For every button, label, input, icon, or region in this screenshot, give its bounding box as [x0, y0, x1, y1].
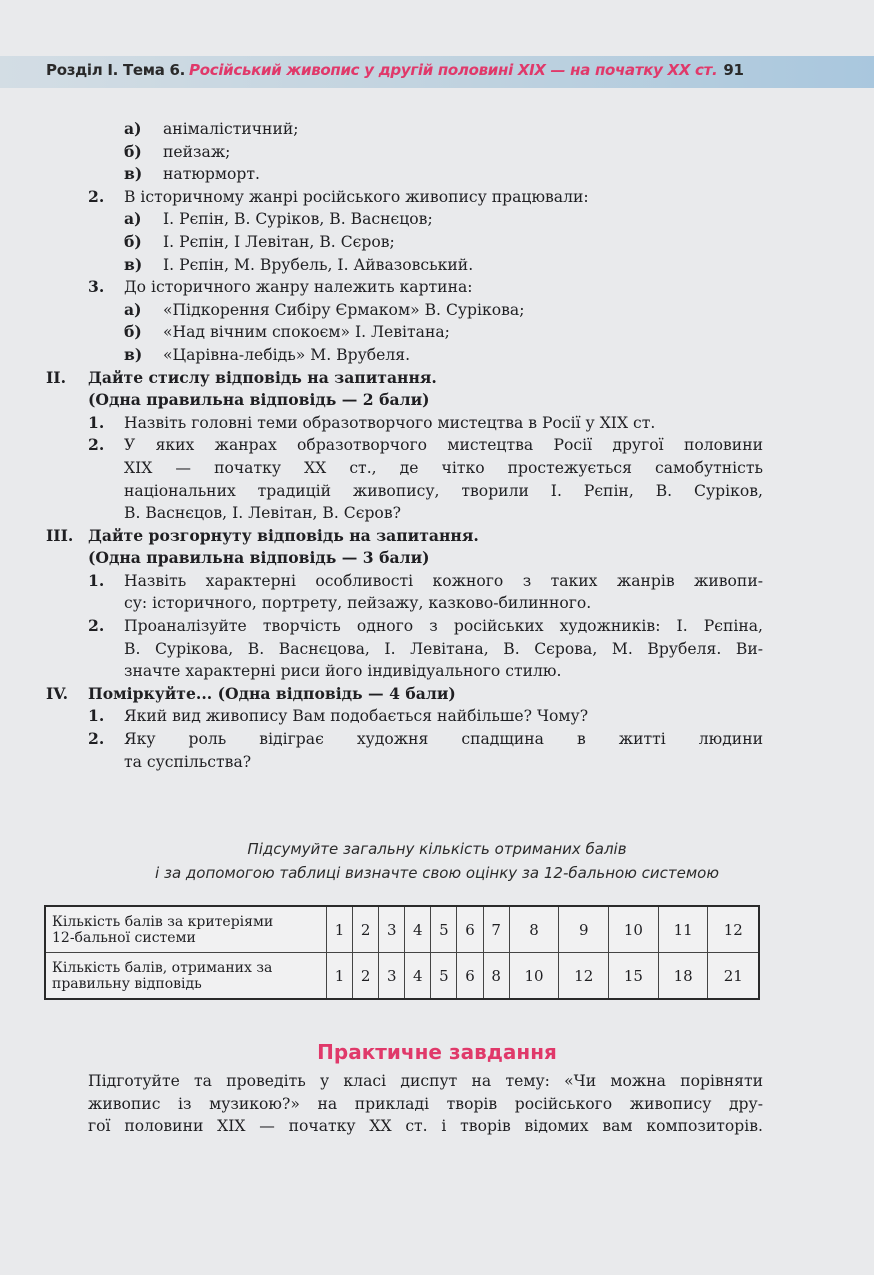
list-item [0, 254, 874, 277]
points-text: (Одна правильна відповідь — 2 бали) [88, 390, 430, 410]
question-item [0, 412, 874, 435]
list-item [0, 208, 874, 231]
question-number: 1. [88, 570, 105, 590]
option-marker: а) [124, 299, 142, 319]
question-number: 2. [88, 186, 105, 206]
question-text: Назвіть характерні особливості кожного з таких жанрів живопи- [124, 571, 763, 590]
question-text: Який вид живопису Вам подобається найбільше? Чому? [124, 707, 589, 726]
question-text: Назвіть головні теми образотворчого мистецтва в Росії у ХІХ ст. [124, 413, 656, 432]
row-header: Кількість балів за критеріями 12-бальної системи [45, 906, 327, 953]
practice-title: Практичне завдання [317, 1040, 557, 1064]
question-text: В історичному жанрі російського живопису працювали: [124, 187, 589, 206]
question-text: су: історичного, портрету, пейзажу, казково-билинного. [124, 594, 592, 613]
table-cell: 8 [509, 906, 559, 953]
questions-content [0, 118, 874, 773]
points-text: (Одна правильна відповідь — 3 бали) [88, 548, 430, 568]
question-number: 2. [88, 729, 105, 749]
option-text: «Над вічним спокоєм» І. Левітана; [163, 323, 450, 342]
table-cell: 6 [457, 906, 483, 953]
page-number: 91 [723, 61, 744, 79]
section-title: Поміркуйте... (Одна відповідь — 4 бали) [88, 683, 456, 703]
question-continuation [0, 592, 874, 615]
section-heading [0, 367, 874, 390]
section-number: ІІ. [46, 367, 67, 387]
table-cell: 9 [559, 906, 609, 953]
option-marker: а) [124, 209, 142, 229]
table-cell: 4 [405, 953, 431, 1000]
table-cell: 4 [405, 906, 431, 953]
table-cell: 10 [509, 953, 559, 1000]
question-text: В. Сурікова, В. Васнєцова, І. Левітана, В. Сєрова, М. Врубеля. Ви- [124, 639, 763, 658]
section-heading [0, 683, 874, 706]
table-cell: 8 [483, 953, 509, 1000]
question-item [0, 570, 874, 593]
list-item [0, 163, 874, 186]
question-text: Проаналізуйте творчість одного з російських художників: І. Рєпіна, [124, 617, 763, 636]
option-text: пейзаж; [163, 142, 231, 161]
table-cell: 21 [708, 953, 759, 1000]
practice-text [0, 1070, 874, 1138]
list-item [0, 118, 874, 141]
table-cell: 11 [658, 906, 708, 953]
table-cell: 3 [379, 906, 405, 953]
practice-text-line: гої половини ХІХ — початку ХХ ст. і творів відомих вам композиторів. [88, 1117, 763, 1136]
question-text: національних традицій живопису, творили І. Рєпін, В. Суріков, [124, 481, 763, 500]
table-cell: 12 [559, 953, 609, 1000]
option-marker: б) [124, 141, 142, 161]
question-continuation [0, 502, 874, 525]
table-row [45, 906, 759, 953]
question-item [0, 186, 874, 209]
question-text: В. Васнєцов, І. Левітан, В. Сєров? [124, 504, 401, 523]
header-text [46, 61, 744, 79]
question-text: У яких жанрах образотворчого мистецтва Росії другої половини [124, 436, 763, 455]
question-text: ХІХ — початку ХХ ст., де чітко простежується самобутність [124, 458, 763, 477]
table-cell: 18 [658, 953, 708, 1000]
summary-line-2: і за допомогою таблиці визначте свою оцінку за 12-бальною системою [155, 864, 719, 882]
question-item [0, 434, 874, 457]
section-number: IV. [46, 683, 69, 703]
section-points [0, 547, 874, 570]
question-continuation [0, 480, 874, 503]
section-title: Дайте стислу відповідь на запитання. [88, 367, 437, 387]
table-cell: 15 [609, 953, 659, 1000]
practice-line [0, 1093, 874, 1116]
option-text: І. Рєпін, М. Врубель, І. Айвазовський. [163, 255, 474, 274]
table-cell: 7 [483, 906, 509, 953]
list-item [0, 344, 874, 367]
option-marker: б) [124, 231, 142, 251]
option-text: анімалістичний; [163, 120, 299, 138]
header-section: Розділ І. Тема 6. [46, 61, 186, 79]
practice-text-line: Підготуйте та проведіть у класі диспут на тему: «Чи можна порівняти [88, 1072, 763, 1090]
table-cell: 10 [609, 906, 659, 953]
option-marker: в) [124, 164, 143, 184]
option-text: І. Рєпін, І Левітан, В. Сєров; [163, 232, 395, 251]
header-title: Російський живопис у другій половині ХІХ — на початку ХХ ст. [189, 61, 718, 79]
practice-text-line: живопис із музикою?» на прикладі творів російського живопису дру- [88, 1094, 763, 1113]
list-item [0, 141, 874, 164]
option-text: І. Рєпін, В. Суріков, В. Васнєцов; [163, 210, 433, 229]
section-title: Дайте розгорнуту відповідь на запитання. [88, 525, 479, 545]
question-number: 2. [88, 616, 105, 636]
table-cell: 2 [353, 953, 379, 1000]
option-marker: в) [124, 344, 143, 364]
section-points [0, 389, 874, 412]
option-marker: б) [124, 322, 142, 342]
table-row [45, 953, 759, 1000]
table-cell: 12 [708, 906, 759, 953]
summary-line-1: Підсумуйте загальну кількість отриманих балів [247, 840, 627, 858]
question-continuation [0, 751, 874, 774]
practice-line [0, 1115, 874, 1138]
question-number: 1. [88, 412, 105, 432]
question-number: 2. [88, 435, 105, 455]
section-heading [0, 525, 874, 548]
question-number: 1. [88, 706, 105, 726]
question-continuation [0, 457, 874, 480]
question-item [0, 728, 874, 751]
option-text: «Підкорення Сибіру Єрмаком» В. Сурікова; [163, 300, 525, 319]
table-cell: 5 [431, 953, 457, 1000]
running-header [0, 56, 874, 88]
list-item [0, 231, 874, 254]
list-item [0, 321, 874, 344]
table-cell: 2 [353, 906, 379, 953]
question-continuation [0, 660, 874, 683]
table-cell: 1 [327, 906, 353, 953]
table-cell: 5 [431, 906, 457, 953]
option-text: «Царівна-лебідь» М. Врубеля. [163, 345, 411, 364]
table-cell: 6 [457, 953, 483, 1000]
table-cell: 3 [379, 953, 405, 1000]
option-marker: а) [124, 119, 142, 138]
option-text: натюрморт. [163, 165, 260, 184]
section-number: ІІІ. [46, 525, 74, 545]
question-item [0, 615, 874, 638]
question-item [0, 276, 874, 299]
row-header: Кількість балів, отриманих за правильну відповідь [45, 953, 327, 1000]
question-text: значте характерні риси його індивідуального стилю. [124, 662, 562, 681]
question-text: До історичного жанру належить картина: [124, 278, 473, 297]
score-table [44, 905, 760, 1000]
question-number: 3. [88, 277, 105, 297]
question-continuation [0, 638, 874, 661]
list-item [0, 299, 874, 322]
option-marker: в) [124, 254, 143, 274]
question-item [0, 705, 874, 728]
practice-line [0, 1070, 874, 1093]
question-text: та суспільства? [124, 752, 252, 771]
question-text: Яку роль відіграє художня спадщина в житті людини [124, 730, 763, 749]
table-cell: 1 [327, 953, 353, 1000]
